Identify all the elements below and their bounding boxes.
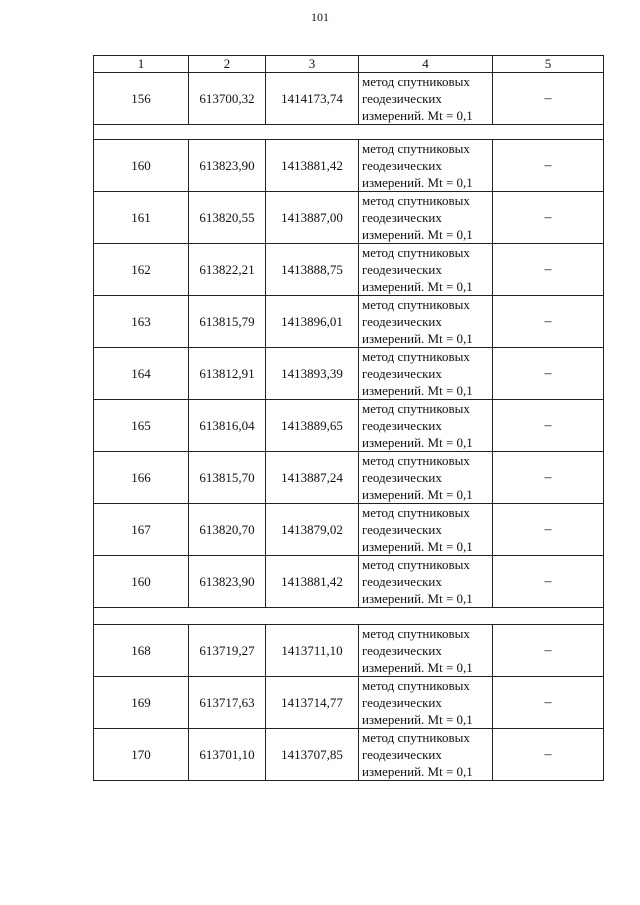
note-cell: –: [493, 625, 604, 677]
method-cell: [359, 677, 493, 729]
method-cell: [359, 400, 493, 452]
method-cell: [359, 504, 493, 556]
page-number: 101: [311, 10, 329, 24]
method-cell: [359, 140, 493, 192]
coordinates-table: [93, 55, 604, 781]
coord-x-cell: 613812,91: [189, 348, 266, 400]
method-line: метод спутниковых: [362, 557, 470, 572]
method-line: измерений. Mt = 0,1: [362, 487, 473, 502]
point-number-cell: 164: [94, 348, 189, 400]
separator-cell: [94, 125, 604, 140]
method-line: геодезических: [362, 747, 442, 762]
method-line: метод спутниковых: [362, 74, 470, 89]
method-line: измерений. Mt = 0,1: [362, 539, 473, 554]
point-number-cell: 161: [94, 192, 189, 244]
table-row: [94, 625, 604, 677]
table-body: [94, 73, 604, 781]
table-row: [94, 729, 604, 781]
point-number-cell: 156: [94, 73, 189, 125]
method-line: измерений. Mt = 0,1: [362, 712, 473, 727]
coord-y-cell: 1413888,75: [266, 244, 359, 296]
method-line: метод спутниковых: [362, 349, 470, 364]
method-line: метод спутниковых: [362, 626, 470, 641]
header-col-2: 2: [189, 56, 266, 73]
coord-x-cell: 613719,27: [189, 625, 266, 677]
method-line: геодезических: [362, 470, 442, 485]
method-line: геодезических: [362, 643, 442, 658]
point-number-cell: 168: [94, 625, 189, 677]
note-cell: –: [493, 296, 604, 348]
coord-y-cell: 1413896,01: [266, 296, 359, 348]
table-row: [94, 348, 604, 400]
coord-x-cell: 613815,79: [189, 296, 266, 348]
coord-x-cell: 613815,70: [189, 452, 266, 504]
coord-y-cell: 1413879,02: [266, 504, 359, 556]
coord-x-cell: 613701,10: [189, 729, 266, 781]
method-line: геодезических: [362, 262, 442, 277]
note-cell: –: [493, 348, 604, 400]
coord-x-cell: 613820,55: [189, 192, 266, 244]
separator-row: [94, 608, 604, 625]
table-row: [94, 677, 604, 729]
table-row: [94, 244, 604, 296]
method-cell: [359, 296, 493, 348]
header-row: [94, 56, 604, 73]
method-line: геодезических: [362, 91, 442, 106]
note-cell: –: [493, 504, 604, 556]
point-number-cell: 163: [94, 296, 189, 348]
method-line: геодезических: [362, 522, 442, 537]
method-line: измерений. Mt = 0,1: [362, 435, 473, 450]
coord-x-cell: 613700,32: [189, 73, 266, 125]
point-number-cell: 160: [94, 556, 189, 608]
method-line: геодезических: [362, 314, 442, 329]
coord-x-cell: 613717,63: [189, 677, 266, 729]
point-number-cell: 170: [94, 729, 189, 781]
table-row: [94, 556, 604, 608]
note-cell: –: [493, 73, 604, 125]
method-cell: [359, 556, 493, 608]
table-row: [94, 400, 604, 452]
method-line: измерений. Mt = 0,1: [362, 279, 473, 294]
coord-y-cell: 1413893,39: [266, 348, 359, 400]
header-col-1: 1: [94, 56, 189, 73]
coord-y-cell: 1413881,42: [266, 556, 359, 608]
coord-y-cell: 1413881,42: [266, 140, 359, 192]
table-row: [94, 192, 604, 244]
method-line: геодезических: [362, 158, 442, 173]
coord-y-cell: 1413707,85: [266, 729, 359, 781]
method-line: измерений. Mt = 0,1: [362, 764, 473, 779]
method-line: метод спутниковых: [362, 505, 470, 520]
point-number-cell: 167: [94, 504, 189, 556]
method-line: измерений. Mt = 0,1: [362, 108, 473, 123]
table-row: [94, 296, 604, 348]
note-cell: –: [493, 192, 604, 244]
coord-y-cell: 1413889,65: [266, 400, 359, 452]
method-cell: [359, 73, 493, 125]
coord-x-cell: 613816,04: [189, 400, 266, 452]
coord-y-cell: 1413887,24: [266, 452, 359, 504]
coord-y-cell: 1414173,74: [266, 73, 359, 125]
method-line: геодезических: [362, 418, 442, 433]
method-line: измерений. Mt = 0,1: [362, 331, 473, 346]
method-line: метод спутниковых: [362, 678, 470, 693]
method-cell: [359, 729, 493, 781]
method-cell: [359, 244, 493, 296]
table-row: [94, 140, 604, 192]
method-line: геодезических: [362, 695, 442, 710]
separator-row: [94, 125, 604, 140]
point-number-cell: 162: [94, 244, 189, 296]
separator-cell: [94, 608, 604, 625]
point-number-cell: 166: [94, 452, 189, 504]
method-cell: [359, 192, 493, 244]
method-line: геодезических: [362, 210, 442, 225]
point-number-cell: 169: [94, 677, 189, 729]
note-cell: –: [493, 452, 604, 504]
table-row: [94, 452, 604, 504]
coord-x-cell: 613823,90: [189, 140, 266, 192]
coord-y-cell: 1413711,10: [266, 625, 359, 677]
header-col-3: 3: [266, 56, 359, 73]
method-line: метод спутниковых: [362, 453, 470, 468]
method-line: метод спутниковых: [362, 193, 470, 208]
method-line: измерений. Mt = 0,1: [362, 591, 473, 606]
method-line: геодезических: [362, 574, 442, 589]
note-cell: –: [493, 677, 604, 729]
coord-x-cell: 613820,70: [189, 504, 266, 556]
method-line: метод спутниковых: [362, 141, 470, 156]
method-line: метод спутниковых: [362, 730, 470, 745]
method-line: метод спутниковых: [362, 401, 470, 416]
note-cell: –: [493, 140, 604, 192]
method-cell: [359, 452, 493, 504]
table-row: [94, 73, 604, 125]
method-cell: [359, 625, 493, 677]
note-cell: –: [493, 729, 604, 781]
note-cell: –: [493, 556, 604, 608]
note-cell: –: [493, 400, 604, 452]
method-line: метод спутниковых: [362, 297, 470, 312]
note-cell: –: [493, 244, 604, 296]
method-line: измерений. Mt = 0,1: [362, 660, 473, 675]
method-cell: [359, 348, 493, 400]
coord-x-cell: 613822,21: [189, 244, 266, 296]
coord-x-cell: 613823,90: [189, 556, 266, 608]
method-line: метод спутниковых: [362, 245, 470, 260]
method-line: измерений. Mt = 0,1: [362, 227, 473, 242]
method-line: измерений. Mt = 0,1: [362, 383, 473, 398]
point-number-cell: 165: [94, 400, 189, 452]
header-col-5: 5: [493, 56, 604, 73]
point-number-cell: 160: [94, 140, 189, 192]
coord-y-cell: 1413714,77: [266, 677, 359, 729]
table-row: [94, 504, 604, 556]
method-line: измерений. Mt = 0,1: [362, 175, 473, 190]
header-col-4: 4: [359, 56, 493, 73]
coord-y-cell: 1413887,00: [266, 192, 359, 244]
method-line: геодезических: [362, 366, 442, 381]
